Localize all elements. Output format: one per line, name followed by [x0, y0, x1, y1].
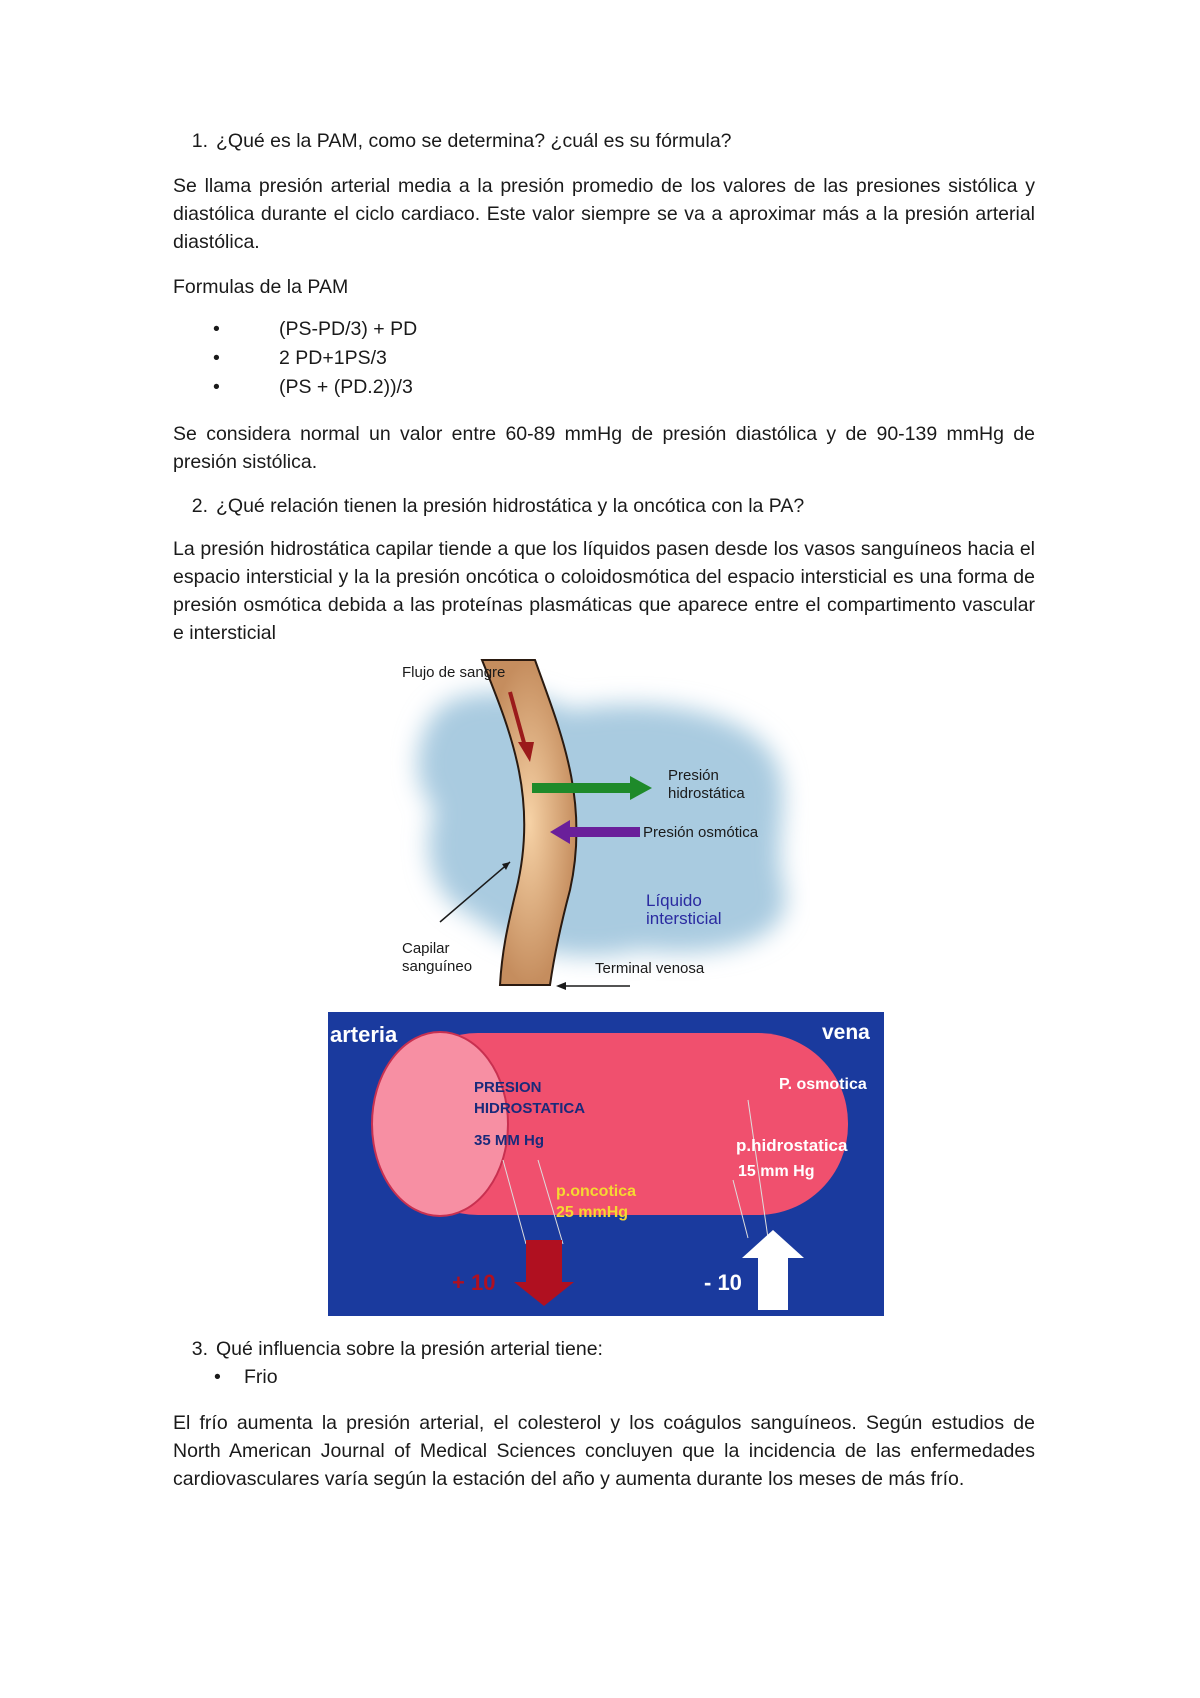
venous-arrow-head	[556, 982, 566, 990]
answer-1: Se llama presión arterial media a la presión promedio de los valores de las presiones sistólica y diastólica durante el ciclo cardiaco. Este valor siempre se va a aproximar más a la presión arterial diastólica.	[173, 175, 1035, 253]
question-3	[180, 1335, 603, 1363]
hydrostatic-label-1: Presión	[668, 767, 719, 784]
hydrostatic-arrow-shaft	[532, 783, 632, 793]
hydro-title-2: HIDROSTATICA	[474, 1100, 586, 1117]
osmotic-label: Presión osmótica	[643, 824, 759, 841]
question-1	[180, 127, 732, 155]
up-arrow-shaft	[758, 1256, 788, 1310]
bullet-icon: •	[213, 318, 220, 340]
minus-label: - 10	[704, 1270, 742, 1295]
formula-text: (PS + (PD.2))/3	[279, 376, 413, 398]
venous-label: Terminal venosa	[595, 960, 705, 977]
vein-label: vena	[822, 1021, 870, 1044]
artery-label: arteria	[330, 1022, 398, 1047]
plus-label: + 10	[452, 1270, 496, 1295]
flow-label: Flujo de sangre	[402, 664, 506, 681]
bullet-icon: •	[213, 376, 220, 398]
question-1-number: 1.	[191, 130, 208, 152]
bullet-icon: •	[214, 1366, 221, 1388]
influence-list	[210, 1363, 278, 1391]
formula-item	[173, 315, 417, 344]
formula-item	[173, 344, 417, 373]
answer-3: El frío aumenta la presión arterial, el colesterol y los coágulos sanguíneos. Según estudios de North American Journal of Medical Sciences concluyen que la incidencia de las enfermedades cardiovasculares varía según la estación del año y aumenta durante los meses de más frío.	[173, 1412, 1035, 1490]
formula-item	[173, 373, 417, 402]
capillary-label-1: Capilar	[402, 940, 450, 957]
question-2-text: ¿Qué relación tienen la presión hidrostática y la oncótica con la PA?	[216, 495, 805, 517]
formulas-title: Formulas de la PAM	[173, 276, 349, 298]
answer-2: La presión hidrostática capilar tiende a que los líquidos pasen desde los vasos sanguíneos hacia el espacio intersticial y la la presión oncótica o coloidosmótica del espacio intersticial es una forma de presión osmótica debida a las proteínas plasmáticas que aparece entre el compartimento vascular e intersticial	[173, 538, 1035, 644]
normal-values-text: Se considera normal un valor entre 60-89 mmHg de presión diastólica y de 90-139 mmHg de presión sistólica.	[173, 423, 1035, 473]
hydro-value: 35 MM Hg	[474, 1132, 545, 1149]
capillary-label-2: sanguíneo	[402, 958, 473, 975]
vessel-end-cap	[372, 1032, 508, 1216]
hydrostatic-label-2: hidrostática	[668, 785, 745, 802]
question-3-text: Qué influencia sobre la presión arterial tiene:	[216, 1338, 603, 1360]
formula-list	[173, 315, 417, 402]
osmotic-label: P. osmotica	[779, 1076, 867, 1093]
osmotic-arrow-shaft	[568, 827, 640, 837]
influence-item	[210, 1363, 278, 1391]
venous-hydro-value: 15 mm Hg	[738, 1163, 815, 1180]
fluid-label-1: Líquido	[646, 891, 702, 910]
question-1-text: ¿Qué es la PAM, como se determina? ¿cuál es su fórmula?	[216, 130, 732, 152]
hydro-title-1: PRESION	[474, 1079, 542, 1096]
question-2	[180, 492, 804, 520]
artery-vein-diagram	[328, 1012, 884, 1316]
formula-text: (PS-PD/3) + PD	[279, 318, 418, 340]
capillary-diagram	[390, 650, 810, 990]
bullet-icon: •	[213, 347, 220, 369]
venous-hydro-label: p.hidrostatica	[736, 1136, 848, 1155]
fluid-label-2: intersticial	[646, 909, 722, 928]
down-arrow-shaft	[526, 1240, 562, 1284]
oncotic-value: 25 mmHg	[556, 1204, 629, 1221]
question-3-number: 3.	[191, 1338, 208, 1360]
question-2-number: 2.	[191, 495, 208, 517]
influence-text: Frio	[244, 1366, 278, 1388]
formula-text: 2 PD+1PS/3	[279, 347, 387, 369]
oncotic-label: p.oncotica	[556, 1183, 637, 1200]
